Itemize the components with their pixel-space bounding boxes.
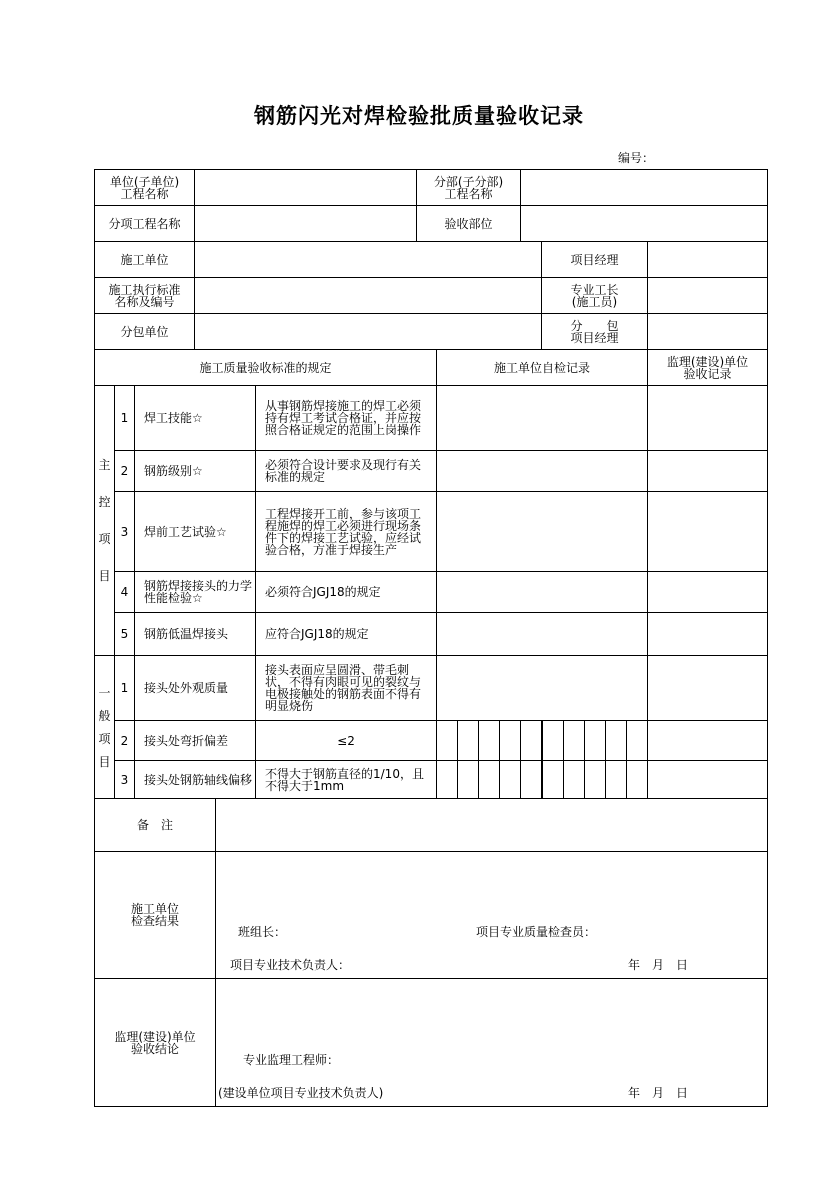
general_items-supervision-field[interactable]: [647, 655, 768, 721]
remarks-field[interactable]: [215, 798, 768, 852]
sub-manager-label: [541, 313, 648, 350]
acceptance-part-label: 验收部位: [416, 205, 521, 242]
general_items-item-name: 接头处外观质量: [134, 655, 256, 721]
column-header-spec: 施工质量验收标准的规定: [94, 349, 437, 386]
main_items-item-number: 3: [114, 491, 135, 572]
sub-manager-label-line1: 分 包: [570, 318, 619, 333]
main_items-item-number: 2: [114, 450, 135, 492]
general_items-item-rule: 不得大于钢筋直径的1/10，且不得大于1mm: [255, 760, 437, 799]
construction-unit-label: 施工单位: [94, 241, 195, 278]
general_items-self-check-subcell[interactable]: [626, 720, 648, 761]
main_items-self-check-field[interactable]: [436, 385, 648, 451]
general_items-self-check-subcell[interactable]: [478, 760, 500, 799]
column-header-supervision: 监理(建设)单位 验收记录: [647, 349, 768, 386]
main_items-item-name: 焊工技能☆: [134, 385, 256, 451]
group-char: 一: [98, 685, 111, 700]
main_items-supervision-field[interactable]: [647, 491, 768, 572]
team-leader-label: 班组长：: [238, 925, 287, 939]
inspection-label: 施工单位 检查结果: [94, 851, 216, 979]
general_items-self-check-subcell[interactable]: [436, 720, 458, 761]
standard-field[interactable]: [194, 277, 542, 314]
page-title: 钢筋闪光对焊检验批质量验收记录: [254, 104, 584, 128]
group-char: 般: [98, 708, 111, 723]
unit-name-label: 单位(子单位) 工程名称: [94, 169, 195, 206]
group-char: 目: [98, 754, 111, 769]
division-name-label: 分部(子分部) 工程名称: [416, 169, 521, 206]
general_items-self-check-subcell[interactable]: [605, 760, 627, 799]
conclusion-label: 监理(建设)单位 验收结论: [94, 978, 216, 1107]
main_items-supervision-field[interactable]: [647, 385, 768, 451]
foreman-label: 专业工长 (施工员): [541, 277, 648, 314]
main_items-item-number: 5: [114, 612, 135, 656]
project-manager-label: 项目经理: [541, 241, 648, 278]
division-name-field[interactable]: [520, 169, 768, 206]
general_items-self-check-subcell[interactable]: [563, 760, 585, 799]
project-manager-field[interactable]: [647, 241, 768, 278]
conclusion-date: 年 月 日: [628, 1086, 689, 1100]
main_items-item-rule: 必须符合设计要求及现行有关标准的规定: [255, 450, 437, 492]
main_items-supervision-field[interactable]: [647, 612, 768, 656]
main_items-item-name: 钢筋焊接接头的力学性能检验☆: [134, 571, 256, 613]
number-label: 编号：: [618, 151, 655, 165]
subcontractor-label: 分包单位: [94, 313, 195, 350]
construction-unit-field[interactable]: [194, 241, 542, 278]
group-char: 主: [98, 457, 111, 472]
main_items-item-rule: 必须符合JGJ18的规定: [255, 571, 437, 613]
unit-name-field[interactable]: [194, 169, 417, 206]
main_items-item-name: 钢筋低温焊接头: [134, 612, 256, 656]
main_items-item-rule: 从事钢筋焊接施工的焊工必须持有焊工考试合格证，并应按照合格证规定的范围上岗操作: [255, 385, 437, 451]
general_items-self-check-subcell[interactable]: [584, 760, 606, 799]
subcontractor-field[interactable]: [194, 313, 542, 350]
tech-lead-label: 项目专业技术负责人：: [230, 958, 351, 972]
general_items-self-check-subcell[interactable]: [626, 760, 648, 799]
general_items-self-check-subcell[interactable]: [457, 720, 479, 761]
acceptance-part-field[interactable]: [520, 205, 768, 242]
inspection-date: 年 月 日: [628, 958, 689, 972]
general_items-self-check-subcell[interactable]: [584, 720, 606, 761]
foreman-field[interactable]: [647, 277, 768, 314]
general-group-label: [94, 655, 115, 799]
main_items-self-check-field[interactable]: [436, 612, 648, 656]
main_items-item-name: 钢筋级别☆: [134, 450, 256, 492]
main_items-item-number: 1: [114, 385, 135, 451]
general_items-self-check-subcell[interactable]: [542, 760, 564, 799]
general_items-self-check-subcell[interactable]: [605, 720, 627, 761]
quality-inspector-label: 项目专业质量检查员：: [476, 925, 597, 939]
subitem-name-label: 分项工程名称: [94, 205, 195, 242]
sub-manager-field[interactable]: [647, 313, 768, 350]
group-char: 项: [98, 532, 111, 547]
general_items-supervision-field[interactable]: [647, 720, 768, 761]
main_items-self-check-field[interactable]: [436, 491, 648, 572]
general_items-self-check-subcell[interactable]: [457, 760, 479, 799]
main_items-self-check-field[interactable]: [436, 571, 648, 613]
remarks-label: 备 注: [94, 798, 216, 852]
standard-label: 施工执行标准 名称及编号: [94, 277, 195, 314]
main_items-item-name: 焊前工艺试验☆: [134, 491, 256, 572]
group-char: 目: [98, 569, 111, 584]
main_items-supervision-field[interactable]: [647, 571, 768, 613]
group-char: 控: [98, 494, 111, 509]
general_items-self-check-subcell[interactable]: [499, 720, 521, 761]
general_items-self-check-subcell[interactable]: [499, 760, 521, 799]
general_items-item-number: 3: [114, 760, 135, 799]
sub-manager-label-line2: 项目经理: [570, 330, 619, 345]
general_items-self-check-subcell[interactable]: [520, 760, 542, 799]
main_items-item-rule: 工程焊接开工前，参与该项工程施焊的焊工必须进行现场条件下的焊接工艺试验，应经试验合格，方准于焊接生产: [255, 491, 437, 572]
general_items-self-check-subcell[interactable]: [478, 720, 500, 761]
general_items-item-number: 2: [114, 720, 135, 761]
group-char: 项: [98, 731, 111, 746]
owner-rep-label: (建设单位项目专业技术负责人): [218, 1086, 384, 1100]
general_items-supervision-field[interactable]: [647, 760, 768, 799]
general_items-item-number: 1: [114, 655, 135, 721]
main_items-item-rule: 应符合JGJ18的规定: [255, 612, 437, 656]
general_items-self-check-subcell[interactable]: [520, 720, 542, 761]
general_items-self-check-field[interactable]: [436, 655, 648, 721]
column-header-self-check: 施工单位自检记录: [436, 349, 648, 386]
general_items-item-rule: 接头表面应呈圆滑、带毛刺状，不得有肉眼可见的裂纹与电极接触处的钢筋表面不得有明显烧伤: [255, 655, 437, 721]
general_items-item-name: 接头处弯折偏差: [134, 720, 256, 761]
main_items-supervision-field[interactable]: [647, 450, 768, 492]
main_items-self-check-field[interactable]: [436, 450, 648, 492]
subitem-name-field[interactable]: [194, 205, 417, 242]
general_items-item-name: 接头处钢筋轴线偏移: [134, 760, 256, 799]
main-control-group-label: [94, 385, 115, 656]
general_items-self-check-subcell[interactable]: [542, 720, 564, 761]
engineer-label: 专业监理工程师：: [243, 1053, 340, 1067]
general_items-item-rule: ≤2: [255, 720, 437, 761]
main_items-item-number: 4: [114, 571, 135, 613]
general_items-self-check-subcell[interactable]: [436, 760, 458, 799]
general_items-self-check-subcell[interactable]: [563, 720, 585, 761]
